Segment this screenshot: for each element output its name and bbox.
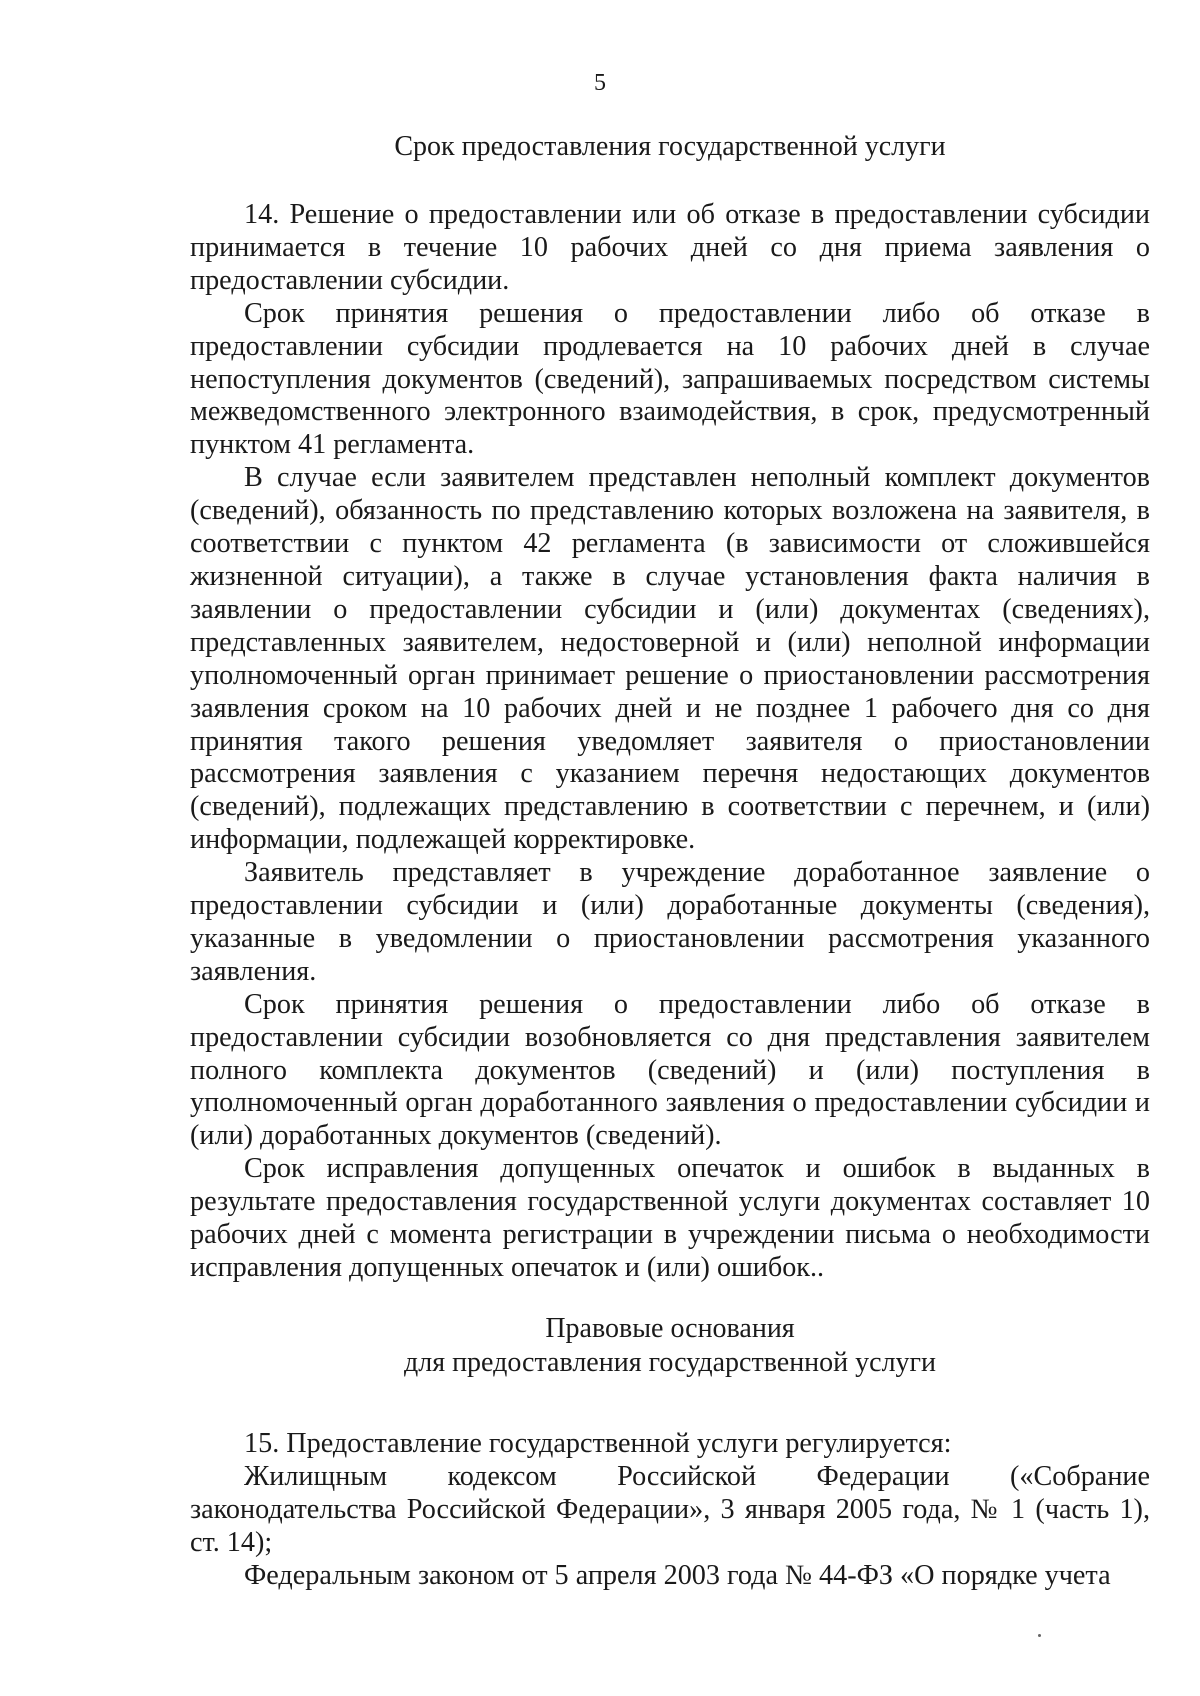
paragraph: Срок исправления допущенных опечаток и ошибок в выданных в результате предоставления государственной услуги документах составляет 10 рабочих дней с момента регистрации в учреждении письма о необходимости исправления допущенных опечаток и (или) ошибок.. <box>190 1153 1150 1283</box>
paragraph: 14. Решение о предоставлении или об отказе в предоставлении субсидии принимается в течение 10 рабочих дней со дня приема заявления о предоставлении субсидии. <box>190 199 1150 296</box>
paragraph: Заявитель представляет в учреждение доработанное заявление о предоставлении субсидии и (или) доработанные документы (сведения), указанные в уведомлении о приостановлении рассмотрения указанного заявления. <box>190 857 1150 987</box>
paragraph: Срок принятия решения о предоставлении либо об отказе в предоставлении субсидии возобновляется со дня представления заявителем полного комплекта документов (сведений) и (или) поступления в уполномоченный орган доработанного заявления о предоставлении субсидии и (или) доработанных документов (сведений). <box>190 988 1150 1152</box>
paragraph: В случае если заявителем представлен неполный комплект документов (сведений), обязанность по представлению которых возложена на заявителя, в соответствии с пунктом 42 регламента (в зависимости от сложившейся жизненной ситуации), а также в случае установления факта наличия в заявлении о предоставлении субсидии и (или) документах (сведениях), представленных заявителем, недостоверной и (или) неполной информации уполномоченный орган принимает решение о приостановлении рассмотрения заявления сроком на 10 рабочих дней и не позднее 1 рабочего дня со дня принятия такого решения уведомляет заявителя о приостановлении рассмотрения заявления с указанием перечня недостающих документов (сведений), подлежащих представлению в соответствии с перечнем, и (или) информации, подлежащей корректировке. <box>190 462 1150 856</box>
page-number: 5 <box>594 70 606 96</box>
heading-line: Правовые основания <box>545 1313 795 1344</box>
scan-speck <box>1038 1634 1041 1637</box>
section-body-legal-basis <box>190 1428 1150 1593</box>
section-heading-legal-basis <box>190 1312 1150 1380</box>
paragraph: Федеральным законом от 5 апреля 2003 года № 44-ФЗ «О порядке учета <box>244 1559 1111 1591</box>
paragraph: 15. Предоставление государственной услуги регулируется: <box>244 1428 952 1459</box>
section-heading-term: Срок предоставления государственной услуги <box>394 131 946 162</box>
heading-line: для предоставления государственной услуги <box>403 1347 937 1378</box>
paragraph: Жилищным кодексом Российской Федерации («Собрание законодательства Российской Федерации», 3 января 2005 года, № 1 (часть 1), ст. 14); <box>190 1460 1150 1558</box>
paragraph: Срок принятия решения о предоставлении либо об отказе в предоставлении субсидии продлевается на 10 рабочих дней в случае непоступления документов (сведений), запрашиваемых посредством системы межведомственного электронного взаимодействия, в срок, предусмотренный пунктом 41 регламента. <box>190 297 1150 461</box>
section-body-term <box>190 199 1150 1285</box>
